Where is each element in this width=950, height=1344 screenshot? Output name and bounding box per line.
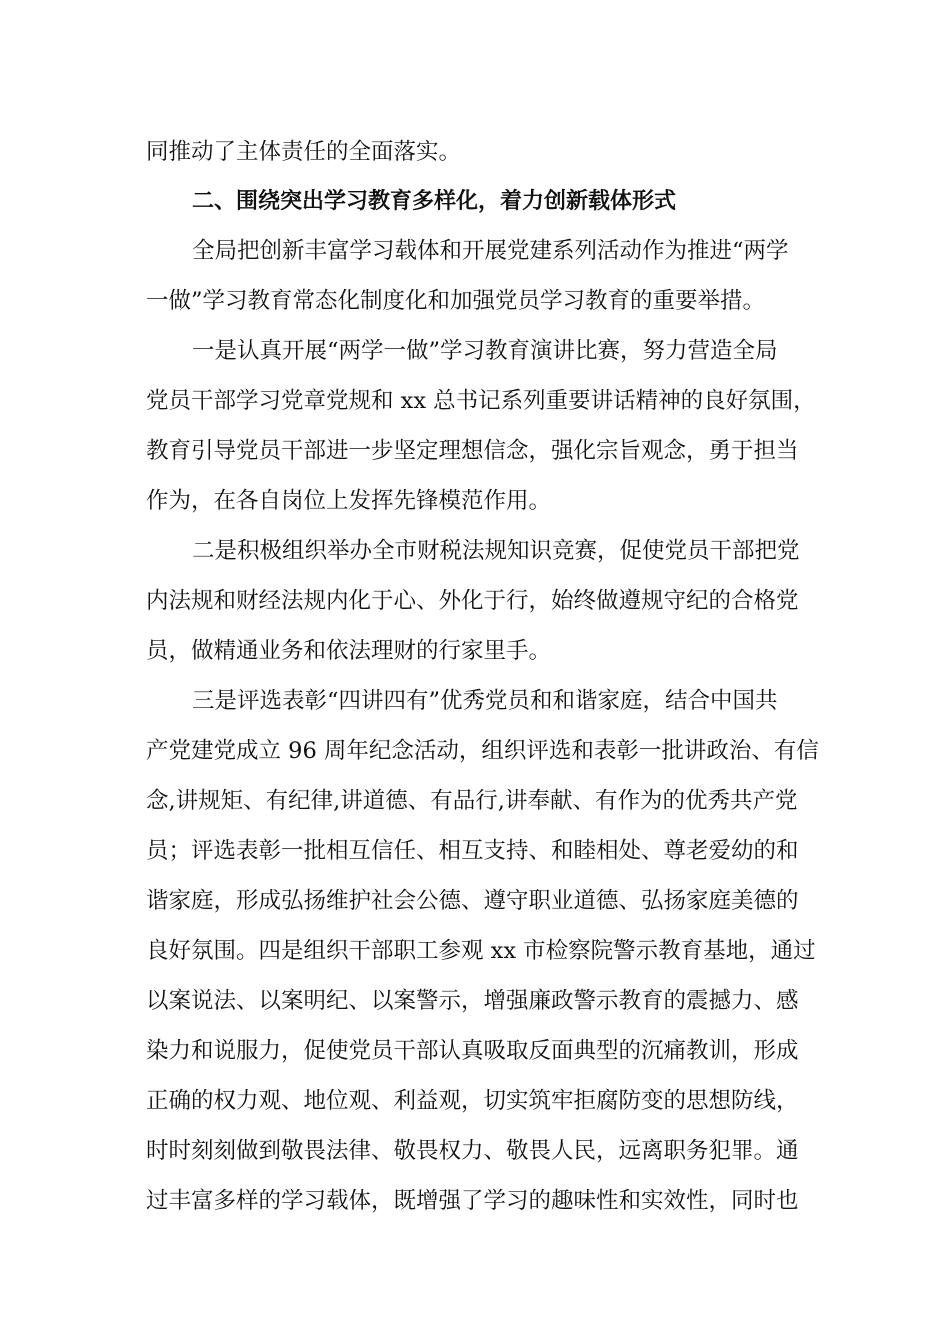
text-line: 作为，在各自岗位上发挥先锋模范作用。 — [146, 488, 552, 514]
text-line: 全局把创新丰富学习载体和开展党建系列活动作为推进“两学 — [192, 238, 789, 264]
text-line: 同推动了主体责任的全面落实。 — [146, 139, 462, 165]
text-line: 党员干部学习党章党规和 xx 总书记系列重要讲话精神的良好氛围， — [146, 388, 816, 414]
text-line: 三是评选表彰“四讲四有”优秀党员和和谐家庭，结合中国共 — [192, 688, 778, 714]
text-line: 过丰富多样的学习载体，既增强了学习的趣味性和实效性，同时也 — [146, 1188, 799, 1214]
text-line: 员，做精通业务和依法理财的行家里手。 — [146, 638, 552, 664]
text-line: 一做”学习教育常态化制度化和加强党员学习教育的重要举措。 — [146, 288, 766, 314]
text-line: 念,讲规矩、有纪律,讲道德、有品行,讲奉献、有作为的优秀共产党 — [146, 788, 798, 814]
section-heading: 二、围绕突出学习教育多样化，着力创新载体形式 — [192, 189, 677, 214]
text-line: 一是认真开展“两学一做”学习教育演讲比赛，努力营造全局 — [192, 338, 778, 364]
text-line: 染力和说服力，促使党员干部认真吸取反面典型的沉痛教训，形成 — [146, 1038, 799, 1064]
text-line: 二是积极组织举办全市财税法规知识竞赛，促使党员干部把党 — [192, 538, 800, 564]
text-line: 谐家庭，形成弘扬维护社会公德、遵守职业道德、弘扬家庭美德的 — [146, 888, 799, 914]
text-line: 内法规和财经法规内化于心、外化于行，始终做遵规守纪的合格党 — [146, 588, 799, 614]
text-line: 教育引导党员干部进一步坚定理想信念，强化宗旨观念，勇于担当 — [146, 438, 799, 464]
text-line: 时时刻刻做到敬畏法律、敬畏权力、敬畏人民，远离职务犯罪。通 — [146, 1138, 799, 1164]
text-line: 以案说法、以案明纪、以案警示，增强廉政警示教育的震撼力、感 — [146, 988, 799, 1014]
text-line: 员；评选表彰一批相互信任、相互支持、和睦相处、尊老爱幼的和 — [146, 838, 799, 864]
text-line: 良好氛围。四是组织干部职工参观 xx 市检察院警示教育基地，通过 — [146, 938, 816, 964]
text-line: 正确的权力观、地位观、利益观，切实筑牢拒腐防变的思想防线， — [146, 1088, 799, 1114]
text-line: 产党建党成立 96 周年纪念活动，组织评选和表彰一批讲政治、有信 — [146, 738, 819, 764]
